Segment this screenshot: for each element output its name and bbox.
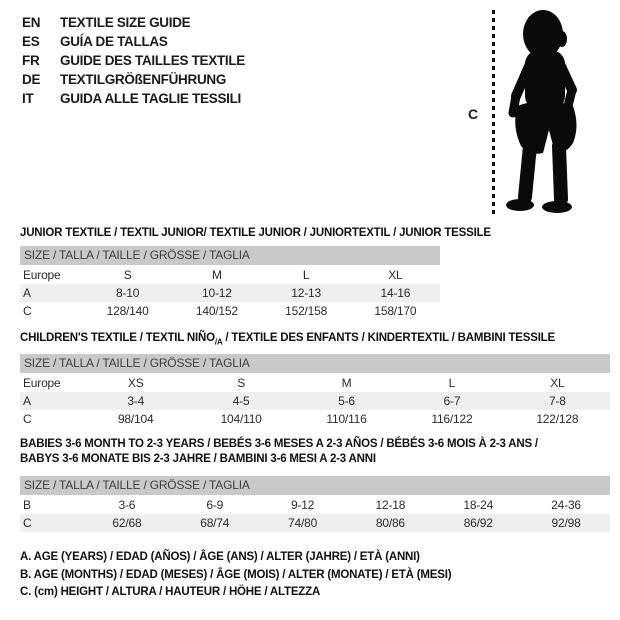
language-title: TEXTILE SIZE GUIDE — [60, 15, 191, 30]
height-cell: 122/128 — [536, 412, 579, 427]
size-table-babies — [20, 437, 610, 532]
age-cell: 5-6 — [338, 394, 355, 409]
age-cell: 10-12 — [202, 286, 232, 300]
size-cell: XL — [550, 376, 565, 391]
size-header-bar: SIZE / TALLA / TAILLE / GRÖSSE / TAGLIA — [20, 476, 610, 495]
height-cell: 110/116 — [326, 412, 367, 427]
size-header-bar: SIZE / TALLA / TAILLE / GRÖSSE / TAGLIA — [20, 246, 440, 265]
height-cell: 98/104 — [117, 412, 154, 427]
table-row-europe — [20, 266, 440, 284]
language-code: EN — [22, 15, 41, 30]
table-row-age — [20, 392, 610, 410]
toddler-silhouette-icon — [502, 8, 596, 214]
size-cell: S — [237, 376, 246, 391]
height-cell: 116/122 — [431, 412, 473, 427]
table-row-height — [20, 514, 610, 532]
height-cell: 62/68 — [112, 516, 142, 530]
height-measure-label: C — [468, 106, 479, 122]
row-label: Europe — [23, 376, 61, 391]
age-cell: 3-6 — [118, 498, 136, 512]
language-title: GUÍA DE TALLAS — [60, 34, 168, 49]
language-row-es — [22, 32, 245, 51]
height-cell: 158/170 — [374, 304, 417, 318]
height-cell: 140/152 — [195, 304, 238, 318]
table-row-age-months — [20, 496, 610, 514]
height-dotted-line-icon — [492, 10, 495, 216]
height-cell: 86/92 — [463, 516, 493, 530]
height-cell: 128/140 — [106, 304, 149, 318]
age-cell: 6-9 — [206, 498, 224, 512]
size-cell: XS — [127, 376, 144, 391]
language-code: IT — [22, 91, 34, 106]
table-title-line1: BABIES 3-6 MONTH TO 2-3 YEARS / BEBÉS 3-6 MESES A 2-3 AÑOS / BÉBÉS 3-6 MOIS À 2-3 ANS / — [20, 438, 538, 450]
age-cell: 6-7 — [443, 394, 461, 409]
row-label: C — [23, 516, 32, 530]
row-label: A — [23, 394, 31, 409]
age-cell: 8-10 — [116, 286, 140, 300]
language-title: GUIDA ALLE TAGLIE TESSILI — [60, 91, 241, 106]
age-cell: 12-18 — [375, 498, 406, 512]
height-cell: 74/80 — [288, 516, 318, 530]
height-cell: 152/158 — [285, 304, 328, 318]
size-cell: L — [302, 268, 310, 282]
size-cell: L — [448, 376, 456, 391]
height-cell: 80/86 — [375, 516, 405, 530]
table-title: JUNIOR TEXTILE / TEXTIL JUNIOR/ TEXTILE JUNIOR / JUNIORTEXTIL / JUNIOR TESSILE — [20, 227, 491, 239]
table-row-age — [20, 284, 440, 302]
age-cell: 18-24 — [463, 498, 494, 512]
row-label: Europe — [23, 268, 61, 282]
size-table-children — [20, 331, 610, 428]
table-row-height — [20, 410, 610, 428]
age-cell: 24-36 — [551, 498, 581, 512]
age-cell: 9-12 — [290, 498, 315, 512]
age-cell: 12-13 — [291, 286, 321, 300]
height-measure-figure — [466, 6, 618, 220]
language-code: DE — [22, 72, 41, 87]
language-title: TEXTILGRÖßENFÜHRUNG — [60, 72, 227, 87]
table-title-line2: BABYS 3-6 MONATE BIS 2-3 JAHRE / BAMBINI 3-6 MESI A 2-3 ANNI — [20, 453, 376, 465]
footnote-legend — [20, 549, 451, 602]
row-label: C — [23, 412, 32, 427]
footnote-a: A. AGE (YEARS) / EDAD (AÑOS) / ÂGE (ANS) / ALTER (JAHRE) / ETÀ (ANNI) — [20, 551, 420, 563]
language-list — [22, 13, 245, 108]
language-code: FR — [22, 53, 40, 68]
row-label: A — [23, 286, 31, 300]
age-cell: 4-5 — [232, 394, 250, 409]
size-cell: M — [211, 268, 222, 282]
age-cell: 7-8 — [548, 394, 566, 409]
size-cell: M — [341, 376, 352, 391]
height-cell: 68/74 — [200, 516, 230, 530]
footnote-b: B. AGE (MONTHS) / EDAD (MESES) / ÂGE (MOIS) / ALTER (MONATE) / ETÀ (MESI) — [20, 568, 452, 581]
size-table-junior — [20, 226, 491, 320]
size-cell: S — [123, 268, 132, 282]
age-cell: 14-16 — [380, 286, 411, 300]
footnote-c: C. (cm) HEIGHT / ALTURA / HAUTEUR / HÖHE / ALTEZZA — [20, 586, 321, 598]
language-title: GUIDE DES TAILLES TEXTILE — [60, 53, 246, 68]
language-code: ES — [22, 34, 40, 49]
height-cell: 92/98 — [551, 516, 581, 530]
height-cell: 104/110 — [220, 412, 262, 427]
table-title: CHILDREN'S TEXTILE / TEXTIL $NIÑO_{/A}$ / TEXTILE DES ENFANTS / KINDERTEXTIL / BAMBINI TESSILE — [20, 332, 555, 347]
size-cell: XL — [388, 268, 403, 282]
table-row-europe — [20, 374, 610, 392]
size-header-bar: SIZE / TALLA / TAILLE / GRÖSSE / TAGLIA — [20, 354, 610, 373]
language-row-de — [22, 70, 245, 89]
row-label: B — [23, 498, 31, 512]
table-row-height — [20, 302, 440, 320]
language-row-en — [22, 13, 245, 32]
language-row-it — [22, 89, 245, 108]
row-label: C — [23, 304, 32, 318]
language-row-fr — [22, 51, 245, 70]
age-cell: 3-4 — [127, 394, 145, 409]
table-title — [20, 437, 610, 467]
